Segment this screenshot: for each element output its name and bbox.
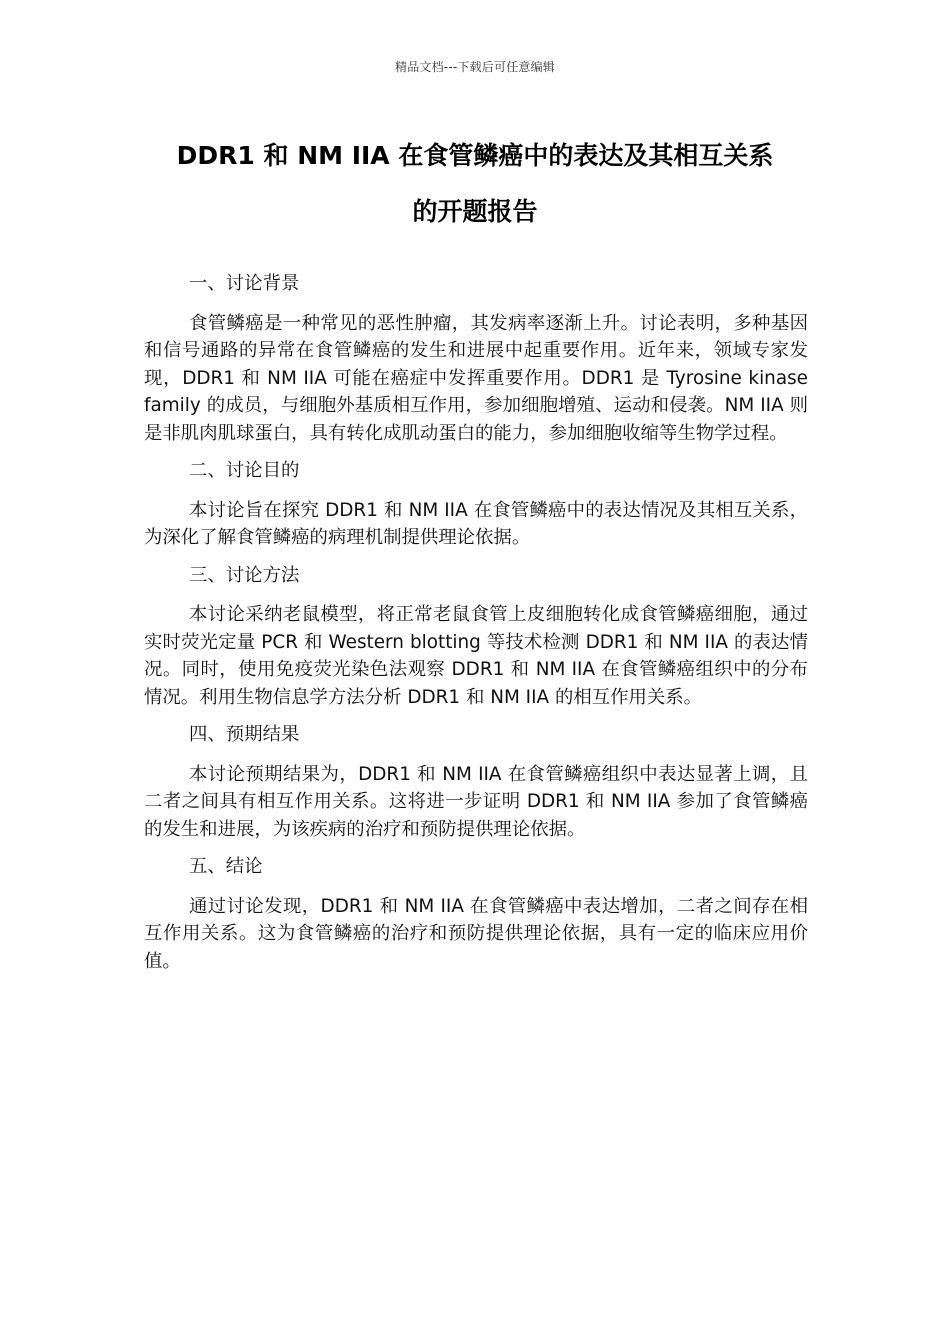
document-title xyxy=(130,128,820,240)
section-paragraph-conclusion: 通过讨论发现，DDR1 和 NM IIA 在食管鳞癌中表达增加，二者之间存在相互作用关系。这为食管鳞癌的治疗和预防提供理论依据，具有一定的临床应用价值。 xyxy=(144,895,808,972)
section-paragraph-background: 食管鳞癌是一种常见的恶性肿瘤，其发病率逐渐上升。讨论表明，多种基因和信号通路的异常在食管鳞癌的发生和进展中起重要作用。近年来，领域专家发现，DDR1 和 NM IIA 可能在癌症中发挥重要作用。DDR1 是 Tyrosine kinase family 的成员，与细胞外基质相互作用，参加细胞增殖、运动和侵袭。NM IIA 则是非肌肉肌球蛋白，具有转化成肌动蛋白的能力，参加细胞收缩等生物学过程。 xyxy=(144,312,808,444)
section-heading-background: 一、讨论背景 xyxy=(189,273,300,294)
section-heading-purpose: 二、讨论目的 xyxy=(189,460,300,481)
document-body xyxy=(144,270,808,985)
title-line-2: 的开题报告 xyxy=(412,197,538,226)
section-paragraph-purpose: 本讨论旨在探究 DDR1 和 NM IIA 在食管鳞癌中的表达情况及其相互关系，为深化了解食管鳞癌的病理机制提供理论依据。 xyxy=(144,499,808,548)
section-heading-conclusion: 五、结论 xyxy=(189,856,263,877)
title-line-1: DDR1 和 NM IIA 在食管鳞癌中的表达及其相互关系 xyxy=(176,141,774,170)
section-paragraph-methods: 本讨论采纳老鼠模型，将正常老鼠食管上皮细胞转化成食管鳞癌细胞，通过实时荧光定量 PCR 和 Western blotting 等技术检测 DDR1 和 NM IIA 的表达情况。同时，使用免疫荧光染色法观察 DDR1 和 NM IIA 在食管鳞癌组织中的分布情况。利用生物信息学方法分析 DDR1 和 NM IIA 的相互作用关系。 xyxy=(144,604,808,708)
section-paragraph-expected-results: 本讨论预期结果为，DDR1 和 NM IIA 在食管鳞癌组织中表达显著上调，且二者之间具有相互作用关系。这将进一步证明 DDR1 和 NM IIA 参加了食管鳞癌的发生和进展，为该疾病的治疗和预防提供理论依据。 xyxy=(144,763,808,840)
header-note: 精品文档---下载后可任意编辑 xyxy=(395,60,555,74)
section-heading-expected-results: 四、预期结果 xyxy=(189,724,300,745)
section-heading-methods: 三、讨论方法 xyxy=(189,564,300,586)
